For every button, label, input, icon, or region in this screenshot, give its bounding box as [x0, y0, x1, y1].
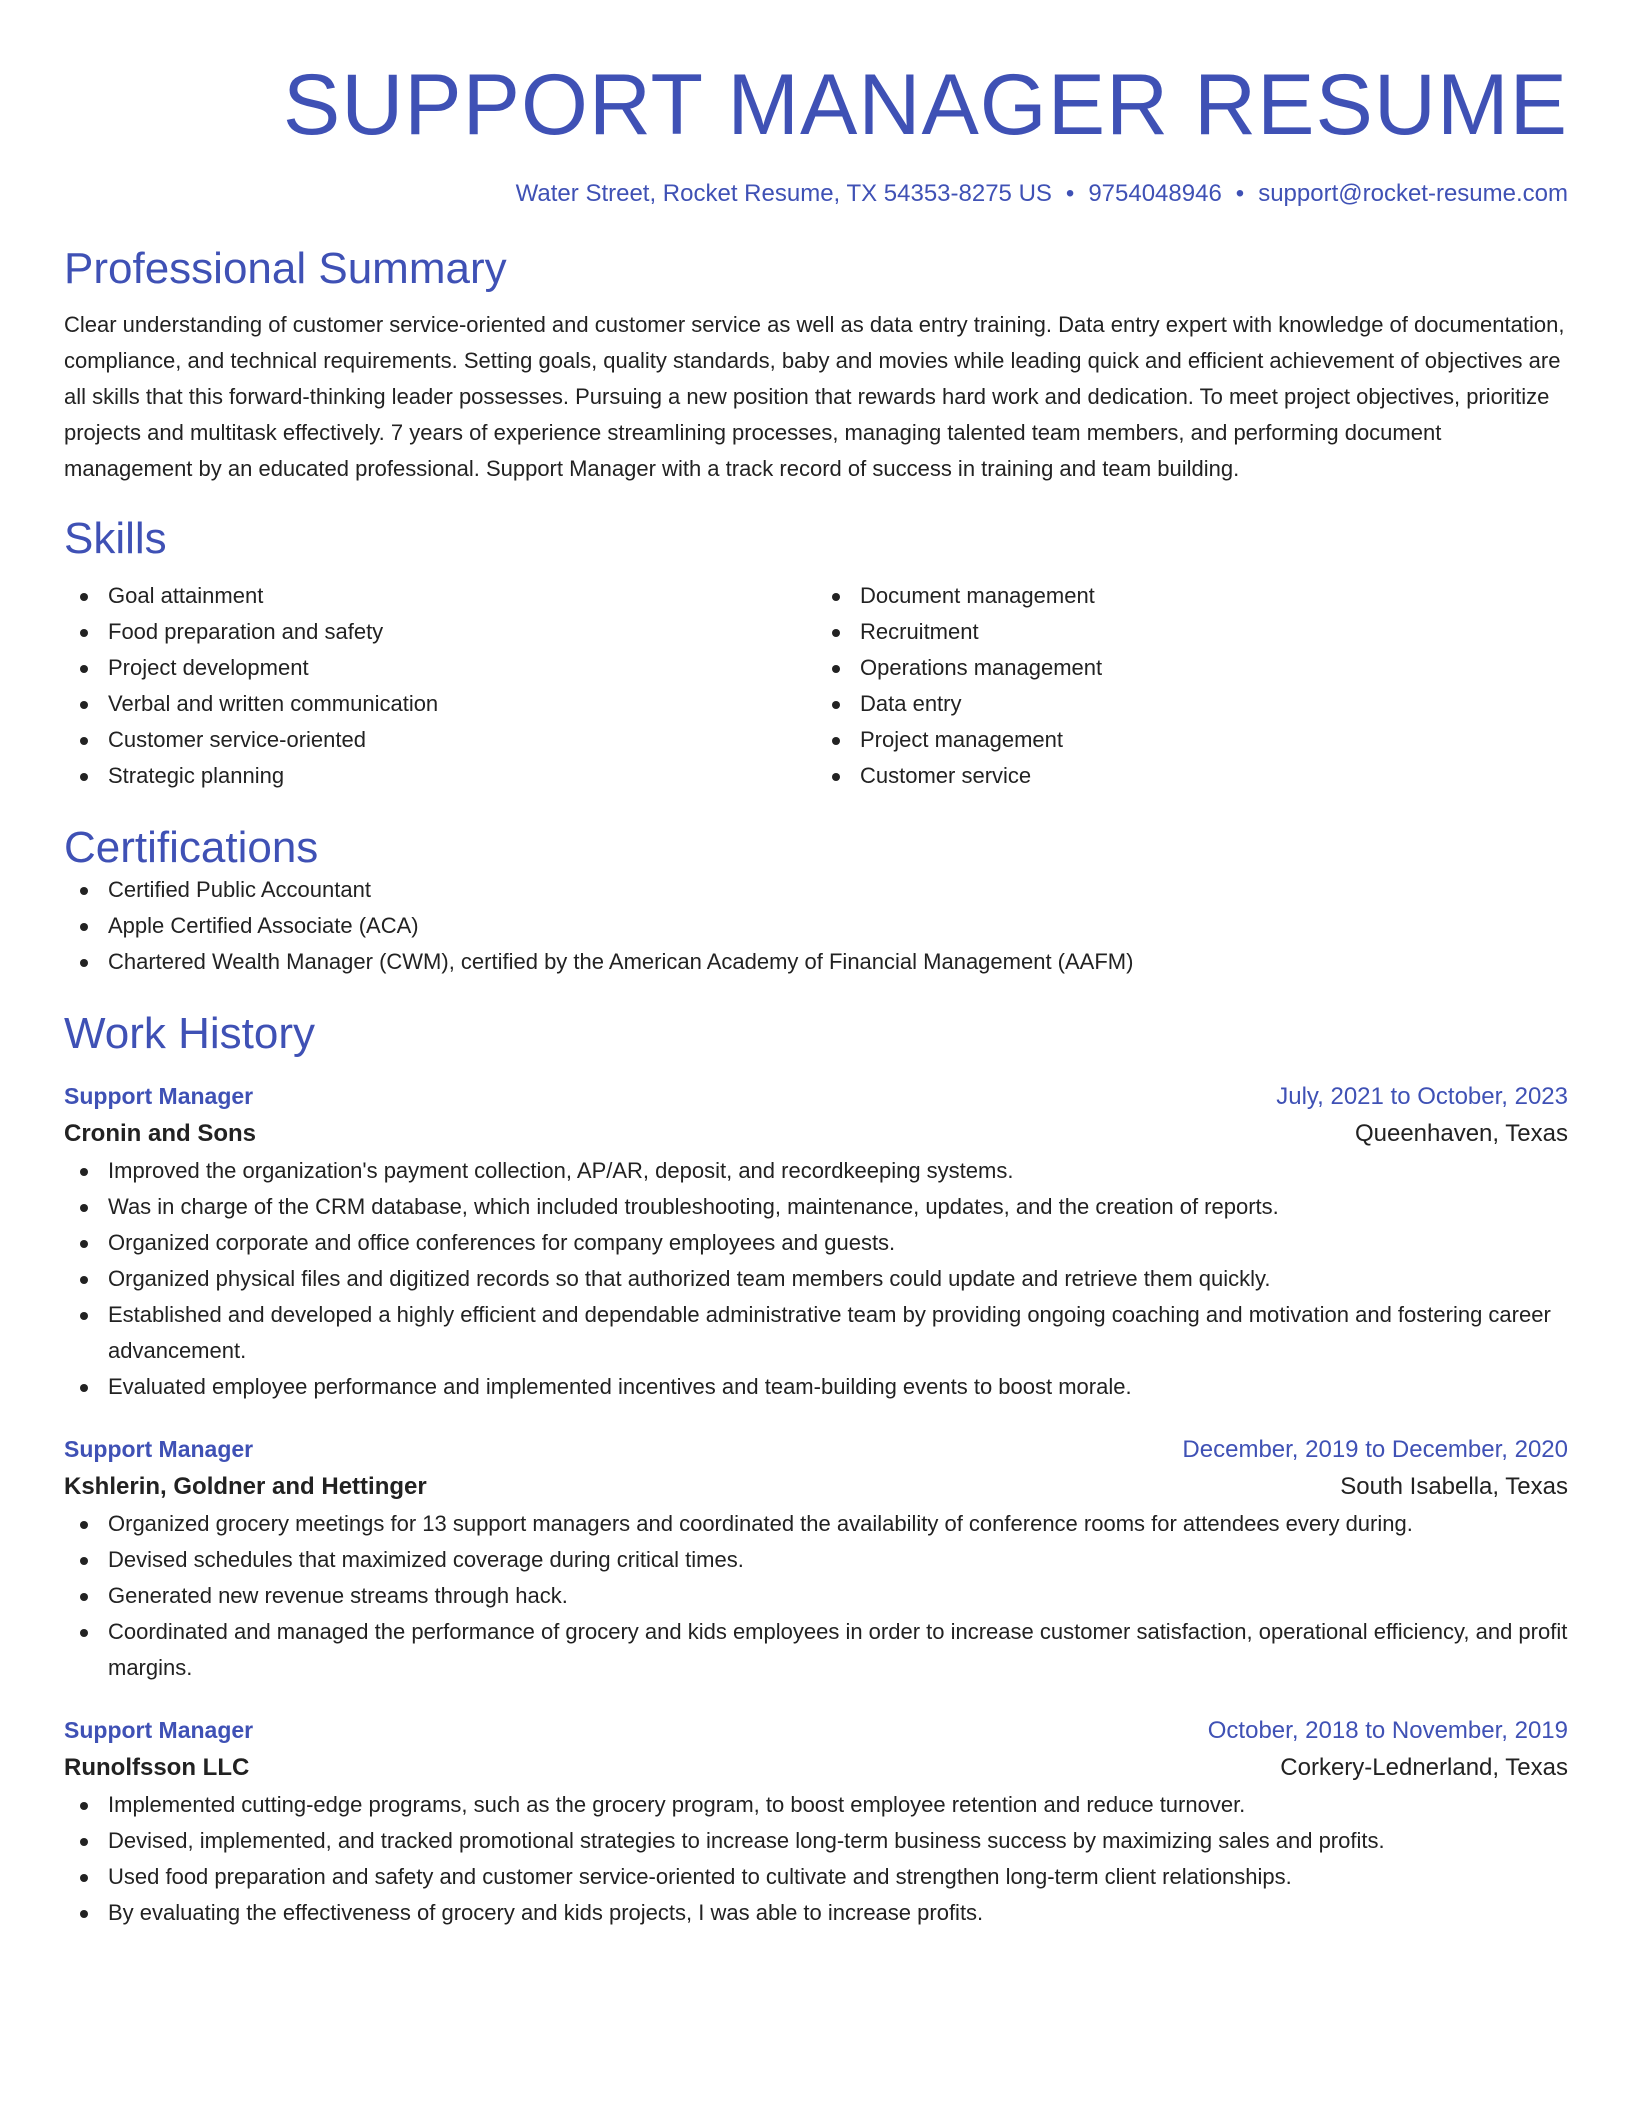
skill-item: Operations management	[816, 650, 1568, 686]
resume-title: SUPPORT MANAGER RESUME	[282, 57, 1568, 153]
job-company-row	[64, 1468, 1568, 1506]
certifications-list	[64, 872, 1568, 980]
job-company-row	[64, 1115, 1568, 1153]
job-bullet: Used food preparation and safety and customer service-oriented to cultivate and strengthen long-term client relationships.	[64, 1859, 1568, 1895]
job-bullet: Organized grocery meetings for 13 support managers and coordinated the availability of conference rooms for attendees every during.	[64, 1506, 1568, 1542]
job-location: Corkery-Lednerland, Texas	[1280, 1754, 1568, 1782]
contact-phone: 9754048946	[1088, 180, 1222, 207]
job-entry	[64, 1712, 1568, 1931]
job-bullet: Devised, implemented, and tracked promotional strategies to increase long-term business success by maximizing sales and profits.	[64, 1823, 1568, 1859]
job-company: Kshlerin, Goldner and Hettinger	[64, 1473, 427, 1501]
skill-item: Strategic planning	[64, 758, 816, 794]
contact-separator: •	[1065, 180, 1075, 207]
contact-email: support@rocket-resume.com	[1258, 180, 1568, 207]
skill-item: Document management	[816, 578, 1568, 614]
certifications-heading: Certifications	[64, 822, 319, 872]
job-title: Support Manager	[64, 1436, 254, 1463]
job-bullet-list	[64, 1506, 1568, 1686]
job-bullet-list	[64, 1787, 1568, 1931]
job-bullet: Devised schedules that maximized coverage during critical times.	[64, 1542, 1568, 1578]
job-bullet: Generated new revenue streams through hack.	[64, 1578, 1568, 1614]
job-title: Support Manager	[64, 1717, 254, 1744]
job-bullet: Improved the organization's payment collection, AP/AR, deposit, and recordkeeping systems.	[64, 1153, 1568, 1189]
job-bullet: Evaluated employee performance and implemented incentives and team-building events to boost morale.	[64, 1369, 1568, 1405]
skills-column-right	[816, 578, 1568, 794]
job-bullet: By evaluating the effectiveness of grocery and kids projects, I was able to increase profits.	[64, 1895, 1568, 1931]
skill-item: Project management	[816, 722, 1568, 758]
certification-item: Apple Certified Associate (ACA)	[64, 908, 1568, 944]
job-header-row	[64, 1078, 1568, 1115]
skills-grid	[64, 578, 1568, 794]
job-bullet: Implemented cutting-edge programs, such as the grocery program, to boost employee retention and reduce turnover.	[64, 1787, 1568, 1823]
job-company-row	[64, 1749, 1568, 1787]
job-bullet-list	[64, 1153, 1568, 1405]
skill-item: Goal attainment	[64, 578, 816, 614]
summary-heading: Professional Summary	[64, 243, 507, 293]
skill-item: Food preparation and safety	[64, 614, 816, 650]
skill-item: Data entry	[816, 686, 1568, 722]
job-entry	[64, 1078, 1568, 1405]
job-bullet: Organized physical files and digitized records so that authorized team members could update and retrieve them quickly.	[64, 1261, 1568, 1297]
job-dates: October, 2018 to November, 2019	[1207, 1717, 1568, 1745]
job-entry	[64, 1431, 1568, 1686]
job-bullet: Organized corporate and office conferences for company employees and guests.	[64, 1225, 1568, 1261]
job-header-row	[64, 1431, 1568, 1468]
job-company: Cronin and Sons	[64, 1120, 256, 1148]
contact-address: Water Street, Rocket Resume, TX 54353-8275 US	[515, 180, 1052, 207]
job-dates: December, 2019 to December, 2020	[1182, 1436, 1568, 1464]
job-bullet: Coordinated and managed the performance of grocery and kids employees in order to increase customer satisfaction, operational efficiency, and profit margins.	[64, 1614, 1568, 1686]
skills-heading: Skills	[64, 514, 167, 564]
certification-item: Certified Public Accountant	[64, 872, 1568, 908]
job-header-row	[64, 1712, 1568, 1749]
job-title: Support Manager	[64, 1083, 254, 1110]
skills-list-left	[64, 578, 816, 794]
work-history-heading: Work History	[64, 1008, 315, 1058]
skill-item: Project development	[64, 650, 816, 686]
skill-item: Customer service-oriented	[64, 722, 816, 758]
skills-column-left	[64, 578, 816, 794]
job-location: South Isabella, Texas	[1340, 1473, 1568, 1501]
summary-text: Clear understanding of customer service-oriented and customer service as well as data entry training. Data entry expert with knowledge of documentation, compliance, and technical requirements. Setting goals, quality standards, baby and movies while leading quick and efficient achievement of objectives are all skills that this forward-thinking leader possesses. Pursuing a new position that rewards hard work and dedication. To meet project objectives, prioritize projects and multitask effectively. 7 years of experience streamlining processes, managing talented team members, and performing document management by an educated professional. Support Manager with a track record of success in training and team building.	[64, 312, 1565, 482]
skill-item: Recruitment	[816, 614, 1568, 650]
job-dates: July, 2021 to October, 2023	[1276, 1083, 1568, 1111]
skills-list-right	[816, 578, 1568, 794]
contact-separator: •	[1235, 180, 1245, 207]
certification-item: Chartered Wealth Manager (CWM), certified by the American Academy of Financial Management (AAFM)	[64, 944, 1568, 980]
job-location: Queenhaven, Texas	[1354, 1120, 1568, 1148]
job-bullet: Was in charge of the CRM database, which included troubleshooting, maintenance, updates, and the creation of reports.	[64, 1189, 1568, 1225]
skill-item: Verbal and written communication	[64, 686, 816, 722]
skill-item: Customer service	[816, 758, 1568, 794]
contact-line	[64, 180, 1568, 209]
job-bullet: Established and developed a highly efficient and dependable administrative team by providing ongoing coaching and motivation and fostering career advancement.	[64, 1297, 1568, 1369]
job-company: Runolfsson LLC	[64, 1754, 250, 1782]
